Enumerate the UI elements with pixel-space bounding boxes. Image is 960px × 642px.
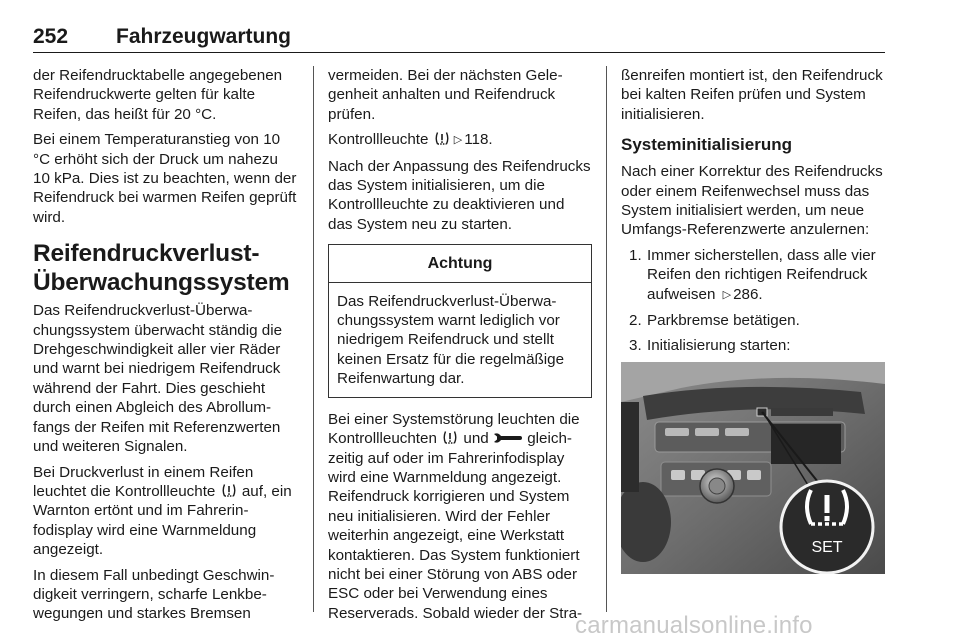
paragraph: Bei einem Temperaturanstieg von 10 °C erhöht sich der Druck um nahezu 10 kPa. Dies ist zu beachten, wenn der Reifendruck bei warmen Reifen geprüft wird. xyxy=(33,131,297,226)
step-text: Parkbremse betätigen. xyxy=(647,312,800,330)
tire-pressure-warning-icon xyxy=(434,131,450,146)
paragraph: Nach einer Korrektur des Reifendrucks oder einem Reifenwechsel muss das System initialisiert werden, um neue Umfangs-Referenzwerte anzulernen: xyxy=(621,163,883,239)
wrench-icon xyxy=(493,432,523,444)
step-text: Initialisierung starten: xyxy=(647,337,791,355)
caution-box-text: Das Reifendruckverlust-Überwachungssystem warnt lediglich vor niedrigem Reifendruck und stellt keinen Ersatz für die regelmäßige Reifenwartung dar. xyxy=(337,292,565,388)
list-item xyxy=(621,336,889,355)
list-item xyxy=(621,246,889,305)
paragraph: ßenreifen montiert ist, den Reifendruck bei kalten Reifen prüfen und System initialisieren. xyxy=(621,67,883,123)
page-reference[interactable]: 118. xyxy=(464,131,493,149)
page-reference-arrow-icon: ▷ xyxy=(453,134,463,147)
column-3 xyxy=(621,66,889,362)
paragraph xyxy=(33,463,299,560)
text-run: Kontrollleuchte xyxy=(328,131,429,149)
step-number: 2. xyxy=(629,312,642,330)
text-run: gleichzeitig auf oder im Fahrerinfodisplay wird eine Warnmeldung angezeigt. Reifendruck korrigieren und System neu initialisieren. Wird der Fehler weiterhin angezeigt, eine Werkstatt kontaktieren. Das System funktioniert nicht bei einer Störung von ABS oder ESC oder bei Verwendung eines Reserverads. Sobald wieder der Stra- xyxy=(328,430,583,622)
caution-box-title: Achtung xyxy=(329,245,591,282)
paragraph xyxy=(328,130,592,150)
text-run: und xyxy=(463,430,489,448)
page-reference[interactable]: 286. xyxy=(733,285,763,303)
column-divider xyxy=(313,66,314,612)
paragraph: vermeiden. Bei der nächsten Gelegenheit anhalten und Reifendruck prüfen. xyxy=(328,67,563,123)
paragraph xyxy=(328,410,592,623)
paragraph: Nach der Anpassung des Reifendrucks das System initialisieren, um die Kontrollleuchte zu deaktivieren und das System neu zu starten. xyxy=(328,157,591,233)
paragraph: Das Reifendruckverlust-Überwachungssystem überwacht ständig die Drehgeschwindigkeit aller vier Räder und warnt bei niedrigem Reifendruck während der Fahrt. Dies geschieht durch einen Abgleich des Abrollumfangs der Reifen mit Referenzwerten und weiteren Signalen. xyxy=(33,302,283,456)
step-number: 3. xyxy=(629,337,642,355)
section-heading xyxy=(33,239,299,297)
paragraph: der Reifendrucktabelle angegebenen Reifendruckwerte gelten für kalte Reifen, das heißt für 20 °C. xyxy=(33,67,283,123)
text-run: auf, ein Warnton ertönt und im Fahrerinfodisplay wird eine Warnmeldung angezeigt. xyxy=(33,482,292,559)
text-run: Bei einer Systemstörung leuchten die Kontrollleuchten xyxy=(328,410,580,448)
subsection-heading: Systeminitialisierung xyxy=(621,135,792,155)
watermark: carmanualsonline.info xyxy=(575,612,813,639)
step-number: 1. xyxy=(629,246,642,264)
column-1 xyxy=(33,66,299,630)
page-reference-arrow-icon: ▷ xyxy=(722,288,732,301)
column-divider xyxy=(606,66,607,612)
tire-pressure-warning-icon xyxy=(221,483,237,498)
list-item xyxy=(621,311,889,330)
page-number: 252 xyxy=(33,25,69,48)
step-text: Immer sicherstellen, dass alle vier Reifen den richtigen Reifendruck aufweisen xyxy=(647,246,876,303)
steps-list xyxy=(621,246,889,356)
dashboard-photo xyxy=(621,362,885,574)
text-run: Bei Druckverlust in einem Reifen leuchtet die Kontrollleuchte xyxy=(33,463,254,500)
caution-box xyxy=(328,244,592,397)
column-2 xyxy=(328,66,592,629)
set-button-label: SET xyxy=(811,539,843,556)
section-heading-line: Überwachungssystem xyxy=(33,269,290,297)
tire-pressure-warning-icon xyxy=(442,430,458,445)
paragraph: In diesem Fall unbedingt Geschwindigkeit verringern, scharfe Lenkbewegungen und starkes Bremsen xyxy=(33,566,275,623)
page-header xyxy=(33,22,885,53)
section-heading-line: Reifendruckverlust- xyxy=(33,240,260,268)
page-title: Fahrzeugwartung xyxy=(116,25,292,48)
dashboard-illustration xyxy=(621,362,885,574)
